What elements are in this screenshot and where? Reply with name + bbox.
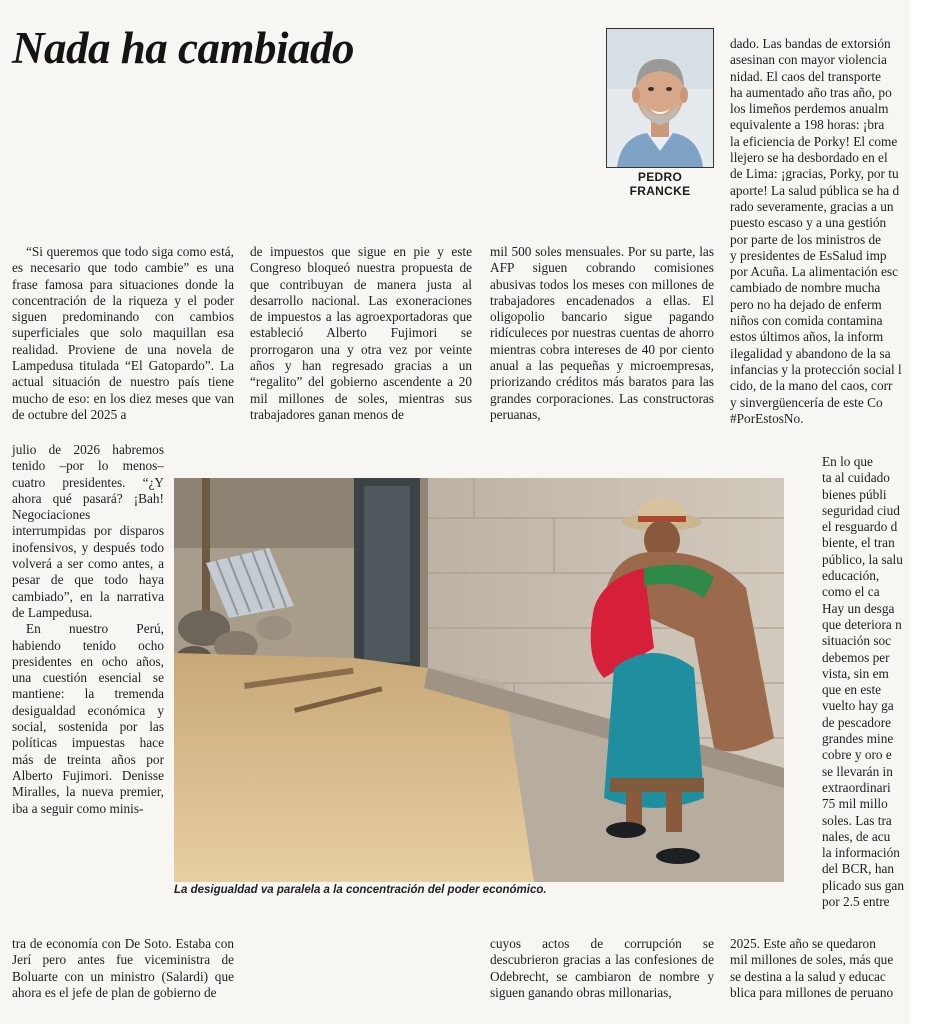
text-line: dado. Las bandas de extorsión <box>730 36 891 51</box>
page-margin <box>910 0 938 1024</box>
text-line: el resguardo d <box>822 519 898 535</box>
column-2-top <box>250 244 472 423</box>
text-line: estos últimos años, la inform <box>730 329 884 345</box>
text-line: debemos per <box>822 649 890 665</box>
text-line: equivalente a 198 horas: ¡bra <box>730 117 885 133</box>
text-line: ta al cuidado <box>822 470 890 486</box>
text-line: ilegalidad y abandono de la sa <box>730 345 891 361</box>
text-line: nales, de acu <box>822 828 891 844</box>
paragraph: julio de 2026 habremos tenido –por lo menos– cuatro presidentes. “¿Y ahora qué pasará? ¡Bah! Negociaciones interrumpidas por disparos inofensivos, y después todo volverá a ser como antes, a pesar de que todo haya cambiado”, en la narrativa de Lampedusa. <box>12 442 164 620</box>
text-line: cambiado de nombre mucha <box>730 280 881 296</box>
column-3-top <box>490 244 714 423</box>
column-4-top <box>730 36 910 427</box>
text-line: la información <box>822 845 900 861</box>
text-line: ha aumentado año tras año, po <box>730 84 892 100</box>
text-line: llejero se ha desbordado en el <box>730 150 888 166</box>
text-line: nidad. El caos del transporte <box>730 68 882 84</box>
text-line: por parte de los ministros de <box>730 231 882 247</box>
paragraph: En nuestro Perú, habiendo tenido ocho presidentes en ocho años, una cuestión esencial se mantiene: la tremenda desigualdad económica y social, sostenida por las políticas impuestas hace más de treinta años por Alberto Fujimori. Denisse Miralles, la nueva premier, iba a seguir como minis- <box>12 621 164 816</box>
text-line: y sinvergüencería de este Co <box>730 394 883 410</box>
text-line: del BCR, han <box>822 861 895 877</box>
column-4-side <box>822 454 910 910</box>
text-line: extraordinari <box>822 779 891 795</box>
paragraph: mil 500 soles mensuales. Por su parte, las AFP siguen cobrando comisiones abusivas todos los meses con millones de trabajadores encadenados a ellas. El oligopolio bancario sigue pagando ridículeces por nuestras cuentas de ahorro mientras cobra intereses de 40 por ciento anual a las pequeñas y microempresas, priorizando créditos más baratos para las grandes corporaciones. Las constructoras peruanas, <box>490 244 714 422</box>
text-line: vuelto hay ga <box>822 698 894 714</box>
text-line: pero no ha dejado de enferm <box>730 296 882 312</box>
text-line: se llevarán in <box>822 763 893 779</box>
text-line: Hay un desga <box>822 600 895 616</box>
text-line: rado severamente, gracias a un <box>730 198 894 214</box>
column-3-bottom <box>490 936 714 1001</box>
text-line: 2025. Este año se quedaron <box>730 936 876 951</box>
text-line: cido, de la mano del caos, corr <box>730 378 893 394</box>
photo-caption: La desigualdad va paralela a la concentración del poder económico. <box>174 884 547 896</box>
text-line: #PorEstosNo. <box>730 410 804 426</box>
text-line: de pescadore <box>822 714 892 730</box>
text-line: situación soc <box>822 633 892 649</box>
column-1-side <box>12 442 164 817</box>
text-line: público, la salu <box>822 551 903 567</box>
text-line: los limeños perdemos anualm <box>730 101 889 117</box>
text-line: plicado sus gan <box>822 877 904 893</box>
text-line: que en este <box>822 682 882 698</box>
column-1-top <box>12 244 234 423</box>
woman-by-flooded-house-image <box>174 478 784 882</box>
text-line: vista, sin em <box>822 665 889 681</box>
paragraph: cuyos actos de corrupción se descubrieron gracias a las confesiones de Odebrecht, se cambiaron de nombre y siguen ganando obras millonarias, <box>490 936 714 1000</box>
text-line: bienes públi <box>822 486 887 502</box>
text-line: puesto escaso y a una gestión <box>730 215 887 231</box>
text-line: 75 mil millo <box>822 796 888 812</box>
text-line: En lo que <box>822 454 873 469</box>
text-line: de Lima: ¡gracias, Porky, por tu <box>730 166 899 182</box>
text-line: niños con comida contamina <box>730 313 883 329</box>
text-line: infancias y la protección social l <box>730 361 902 377</box>
column-4-bottom <box>730 936 910 1001</box>
news-photo <box>174 478 784 882</box>
text-line: soles. Las tra <box>822 812 892 828</box>
paragraph: “Si queremos que todo siga como está, es necesario que todo cambie” es una frase famosa para situaciones donde la concentración de la riqueza y el poder siguen predominando con cambios superficiales que solo maquillan esa realidad. Proviene de una novela de Lampedusa titulada “El Gatopardo”. La actual situación de nuestro país tiene mucho de eso: en los diez meses que van de octubre del 2025 a <box>12 244 234 422</box>
text-line: biente, el tran <box>822 535 895 551</box>
text-line: aporte! La salud pública se ha d <box>730 182 900 198</box>
text-line: como el ca <box>822 584 880 600</box>
text-line: educación, <box>822 568 880 584</box>
text-line: grandes mine <box>822 731 894 747</box>
author-photo <box>606 28 714 168</box>
column-1-bottom <box>12 936 234 1001</box>
paragraph: de impuestos que sigue en pie y este Congreso bloqueó nuestra propuesta de que contribuyan de manera justa al desarrollo nacional. Las exoneraciones de impuestos a las agroexportadoras que estableció Alberto Fujimori se prorrogaron una y otra vez por veinte años y han regresado gracias a un “regalito” del gobierno ascendente a 20 mil millones de soles, mientras sus trabajadores ganan menos de <box>250 244 472 422</box>
author-portrait-image <box>607 29 713 167</box>
paragraph: tra de economía con De Soto. Estaba con Jerí pero antes fue viceministra de Boluarte con un ministro (Salardi) que ahora es el jefe de plan de gobierno de <box>12 936 234 1000</box>
article-title: Nada ha cambiado <box>12 23 355 73</box>
text-line: la eficiencia de Porky! El come <box>730 133 898 149</box>
text-line: blica para millones de peruano <box>730 984 894 1000</box>
text-line: que deteriora n <box>822 616 902 632</box>
text-line: y presidentes de EsSalud imp <box>730 247 887 263</box>
author-name: PEDRO FRANCKE <box>629 170 691 198</box>
text-line: asesinan con mayor violencia <box>730 52 887 68</box>
text-line: por Acuña. La alimentación esc <box>730 264 898 280</box>
text-line: cobre y oro e <box>822 747 892 763</box>
text-line: seguridad ciud <box>822 502 900 518</box>
text-line: se destina a la salud y educac <box>730 968 886 984</box>
text-line: por 2.5 entre <box>822 894 890 910</box>
text-line: mil millones de soles, más que <box>730 952 894 968</box>
